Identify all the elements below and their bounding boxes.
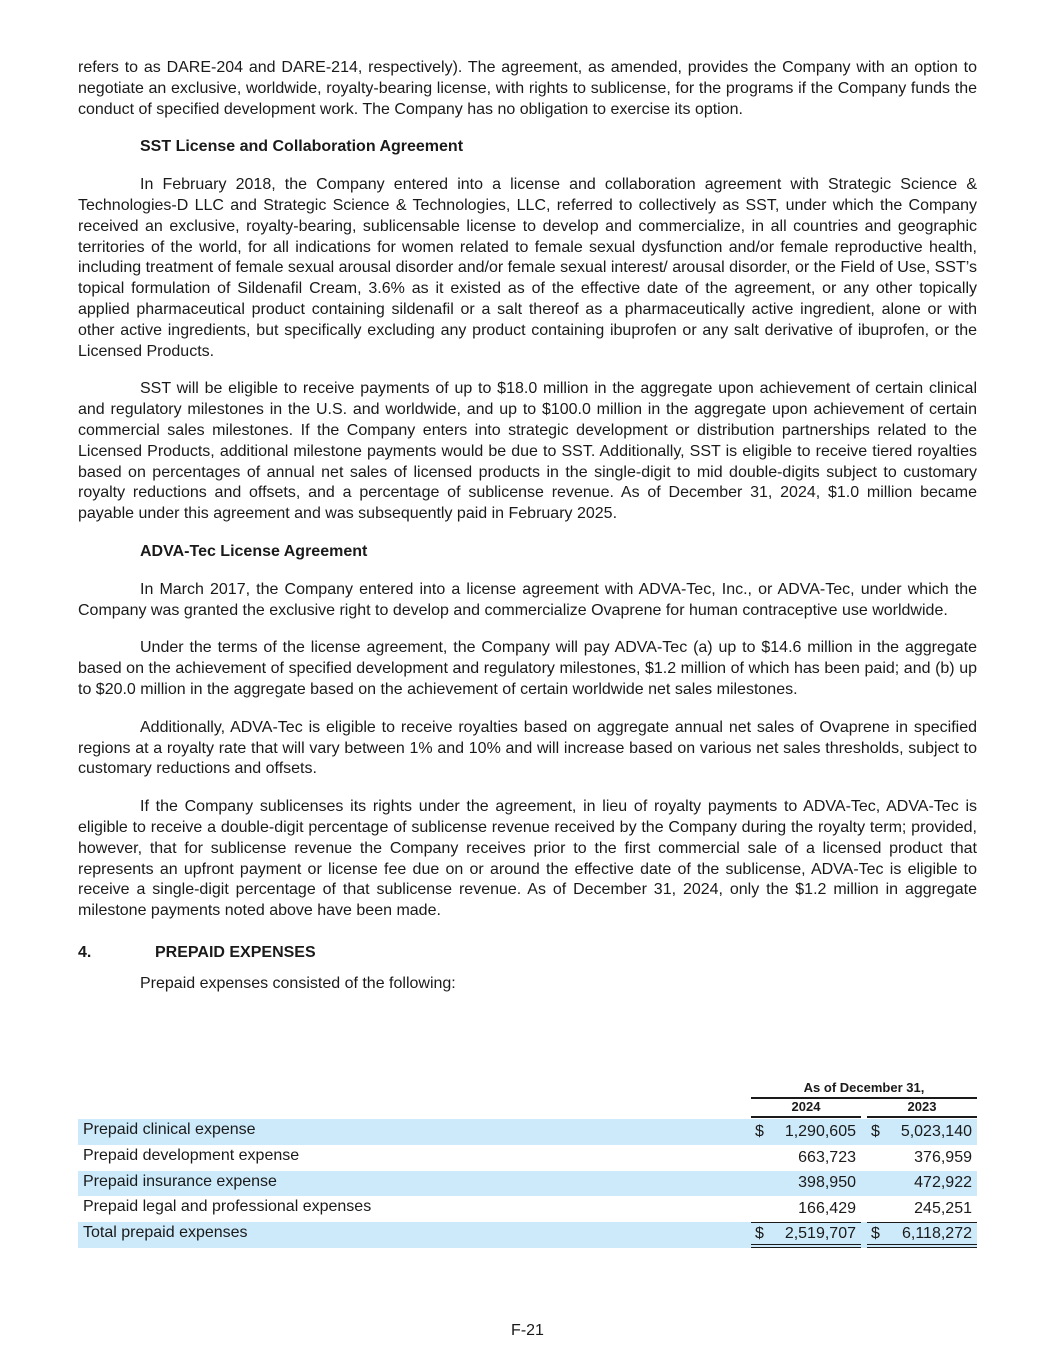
value-2024: 1,290,605 — [784, 1122, 856, 1140]
section-intro: Prepaid expenses consisted of the following: — [140, 974, 456, 992]
value-2023: 376,959 — [914, 1148, 972, 1166]
section-title: PREPAID EXPENSES — [155, 943, 316, 961]
heading-adva-tec-agreement: ADVA-Tec License Agreement — [140, 542, 368, 560]
row-label: Prepaid development expense — [83, 1146, 300, 1164]
currency-symbol: $ — [755, 1224, 764, 1242]
table-row — [78, 1119, 977, 1145]
paragraph-intro-continuation: refers to as DARE-204 and DARE-214, respectively). The agreement, as amended, provides the Company with an option to negotiate an exclusive, worldwide, royalty-bearing license, with rights to sublicense, for the programs if the Company funds the conduct of specified development work. The Company has no obligation to exercise its option. — [78, 59, 977, 118]
prepaid-expenses-table — [78, 1078, 977, 1248]
paragraph-adva-3: Additionally, ADVA-Tec is eligible to receive royalties based on aggregate annual net sales of Ovaprene in specified regions at a royalty rate that will vary between 1% and 10% and will increase based on various net sales thresholds, subject to customary reductions and offsets. — [78, 718, 977, 778]
column-header-2023: 2023 — [867, 1099, 977, 1118]
value-2023: 6,118,272 — [902, 1224, 972, 1242]
value-2024: 663,723 — [798, 1148, 856, 1166]
table-row — [78, 1196, 977, 1222]
section-heading — [78, 943, 977, 964]
page-number: F-21 — [511, 1322, 544, 1339]
document-page — [78, 58, 977, 994]
paragraph-adva-1: In March 2017, the Company entered into a license agreement with ADVA-Tec, Inc., or ADVA-Tec, under which the Company was granted the exclusive right to develop and commercialize Ovaprene for human contraceptive use worldwide. — [78, 580, 977, 619]
row-label: Prepaid insurance expense — [83, 1172, 277, 1190]
currency-symbol: $ — [755, 1122, 764, 1140]
table-group-header: As of December 31, — [751, 1080, 977, 1099]
heading-sst-agreement: SST License and Collaboration Agreement — [140, 138, 464, 156]
table-row — [78, 1145, 977, 1171]
value-2023: 472,922 — [914, 1174, 972, 1192]
value-2024: 2,519,707 — [784, 1224, 856, 1242]
column-header-2024: 2024 — [751, 1099, 861, 1118]
paragraph-adva-4: If the Company sublicenses its rights under the agreement, in lieu of royalty payments to ADVA-Tec, ADVA-Tec is eligible to receive a double-digit percentage of sublicense revenue received by the Company during the royalty term; provided, however, that for sublicense revenue the Company receives prior to the first commercial sale of a licensed product that represents an upfront payment or license fee due on or around the effective date of the sublicense, ADVA-Tec is eligible to receive a single-digit percentage of that sublicense revenue. As of December 31, 2024, only the $1.2 million in aggregate milestone payments noted above have been made. — [78, 798, 977, 920]
paragraph-sst-2: SST will be eligible to receive payments of up to $18.0 million in the aggregate upon achievement of certain clinical and regulatory milestones in the U.S. and worldwide, and up to $100.0 million in the aggregate upon achievement of certain commercial sales milestones. If the Company enters into strategic development or distribution partnerships related to the Licensed Products, additional milestone payments would be due to SST. Additionally, SST is eligible to receive tiered royalties based on percentages of annual net sales of licensed products in the single-digit to mid double-digits subject to customary royalty reductions and offsets, and a percentage of sublicense revenue. As of December 31, 2024, $1.0 million became payable under this agreement and was subsequently paid in February 2025. — [78, 380, 977, 523]
paragraph-adva-2: Under the terms of the license agreement, the Company will pay ADVA-Tec (a) up to $14.6 million in the aggregate based on the achievement of specified development and regulatory milestones, $1.2 million of which has been paid; and (b) up to $20.0 million in the aggregate based on the achievement of certain worldwide net sales milestones. — [78, 639, 977, 698]
row-label: Total prepaid expenses — [83, 1224, 248, 1242]
row-label: Prepaid clinical expense — [83, 1121, 256, 1138]
table-row-total — [78, 1222, 977, 1248]
section-number: 4. — [78, 943, 92, 961]
currency-symbol: $ — [871, 1122, 880, 1140]
paragraph-sst-1: In February 2018, the Company entered into a license and collaboration agreement with Strategic Science & Technologies-D LLC and Strategic Science & Technologies, LLC, referred to collectively as SST, under which the Company received an exclusive, royalty-bearing, sublicensable license to develop and commercialize, in all countries and geographic territories of the world, for all indications for women related to female sexual dysfunction and/or female reproductive health, including treatment of female sexual arousal disorder and/or female sexual interest/ arousal disorder, or the Field of Use, SST’s topical formulation of Sildenafil Cream, 3.6% as it existed as of the effective date of the agreement, or any other topically applied pharmaceutical product containing sildenafil or a salt thereof as a pharmaceutically active ingredient, alone or with other active ingredients, but specifically excluding any product containing ibuprofen or any salt derivative of ibuprofen, or the Licensed Products. — [78, 176, 977, 360]
value-2023: 245,251 — [914, 1200, 972, 1218]
table-row — [78, 1171, 977, 1197]
value-2024: 398,950 — [798, 1174, 856, 1192]
row-label: Prepaid legal and professional expenses — [83, 1198, 372, 1216]
value-2024: 166,429 — [798, 1200, 856, 1218]
value-2023: 5,023,140 — [900, 1122, 972, 1140]
currency-symbol: $ — [871, 1224, 880, 1242]
